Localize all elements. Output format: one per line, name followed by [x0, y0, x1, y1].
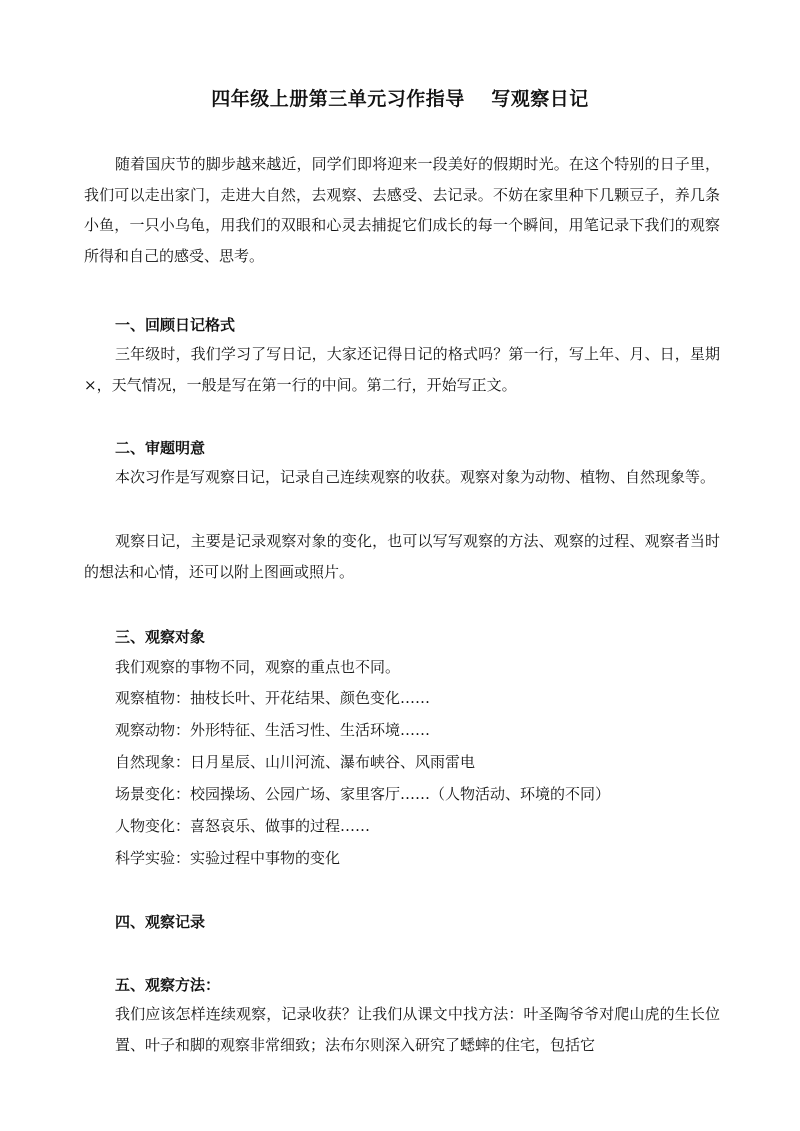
section-2-paragraph-2: 观察日记，主要是记录观察对象的变化，也可以写写观察的方法、观察的过程、观察者当时的想法和心情，还可以附上图画或照片。 — [84, 532, 720, 581]
section-1-paragraph: 三年级时，我们学习了写日记，大家还记得日记的格式吗？第一行，写上年、月、日，星期×，天气情况，一般是写在第一行的中间。第二行，开始写正文。 — [84, 345, 720, 394]
section-5-paragraph: 我们应该怎样连续观察，记录收获？让我们从课文中找方法：叶圣陶爷爷对爬山虎的生长位置、叶子和脚的观察非常细致；法布尔则深入研究了蟋蟀的住宅，包括它 — [115, 1005, 720, 1054]
section-5-heading: 五、观察方法： — [115, 976, 221, 994]
section-2-heading: 二、审题明意 — [115, 439, 206, 457]
section-3-line: 科学实验：实验过程中事物的变化 — [115, 849, 341, 867]
section-1-heading: 一、回顾日记格式 — [115, 316, 236, 334]
section-2-paragraph-1: 本次习作是写观察日记，记录自己连续观察的收获。观察对象为动物、植物、自然现象等。 — [115, 468, 716, 486]
section-3-heading: 三、观察对象 — [115, 628, 206, 646]
intro-paragraph: 随着国庆节的脚步越来越近，同学们即将迎来一段美好的假期时光。在这个特别的日子里，我们可以走出家门，走进大自然，去观察、去感受、去记录。不妨在家里种下几颗豆子，养几条小鱼，一只小乌龟，用我们的双眼和心灵去捕捉它们成长的每一个瞬间，用笔记录下我们的观察所得和自己的感受、思考。 — [84, 155, 720, 265]
section-3-line: 自然现象：日月星辰、山川河流、瀑布峡谷、风雨雷电 — [115, 753, 476, 771]
section-4-heading: 四、观察记录 — [115, 913, 206, 931]
section-3-line: 我们观察的事物不同，观察的重点也不同。 — [115, 658, 401, 676]
section-3-line: 场景变化：校园操场、公园广场、家里客厅……（人物活动、环境的不同） — [115, 785, 611, 803]
section-3-line: 人物变化：喜怒哀乐、做事的过程…… — [115, 817, 371, 835]
page-title: 四年级上册第三单元习作指导 写观察日记 — [211, 88, 589, 110]
section-3-line: 观察植物：抽枝长叶、开花结果、颜色变化…… — [115, 689, 431, 707]
section-3-line: 观察动物：外形特征、生活习性、生活环境…… — [115, 721, 431, 739]
